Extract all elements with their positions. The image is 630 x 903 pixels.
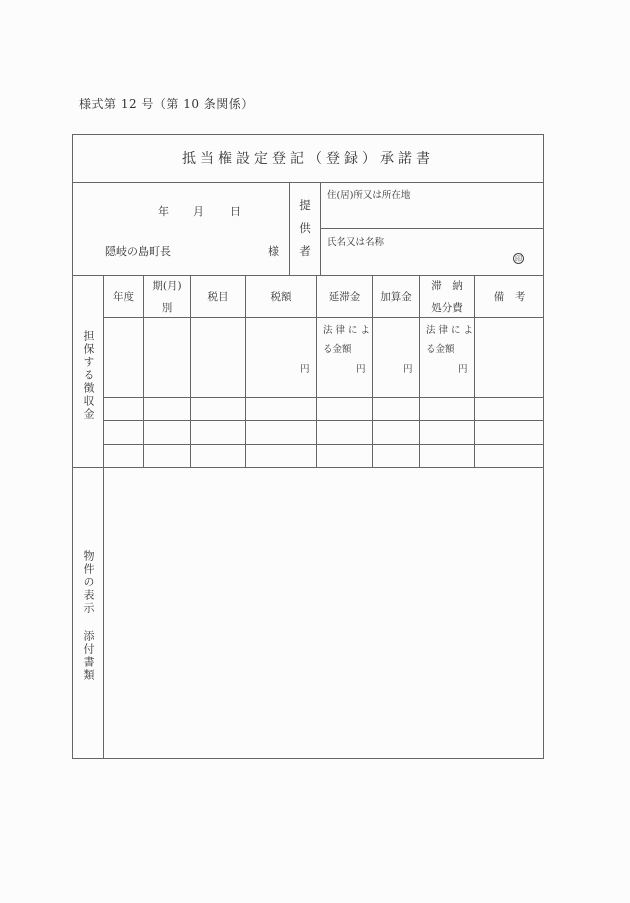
col-header-late-fee: 延滞金 <box>328 290 361 303</box>
tax-amount-yen: 円 <box>300 364 310 375</box>
col-header-additional-tax: 加算金 <box>380 290 412 303</box>
additional-tax-yen: 円 <box>403 364 413 375</box>
provider-name-field[interactable] <box>321 247 511 275</box>
property-description-field[interactable] <box>104 468 544 758</box>
seal-mark-icon: 印 <box>515 254 522 263</box>
table-row[interactable] <box>104 421 544 444</box>
col-header-fiscal-year: 年度 <box>113 290 134 303</box>
col-header-tax-amount: 税額 <box>270 290 292 303</box>
col-header-delinquency-cost: 滞 納 処分費 <box>431 279 463 314</box>
delinquency-legal-note-2: る金額 <box>426 344 455 355</box>
late-fee-yen: 円 <box>356 364 366 375</box>
date-year-label: 年 <box>158 205 169 218</box>
col-header-remarks: 備 考 <box>493 290 526 303</box>
date-day-label: 日 <box>230 205 241 218</box>
property-section-label: 物件の表示 <box>82 550 95 615</box>
date-month-label: 月 <box>193 205 204 218</box>
late-fee-legal-note-1: 法 律 に よ <box>323 325 371 336</box>
delinquency-legal-note-1: 法 律 に よ <box>426 325 474 336</box>
divider-address-name <box>320 228 544 229</box>
col-header-period: 期(月) 別 <box>152 279 182 314</box>
date-input[interactable] <box>110 196 280 220</box>
provider-address-label: 住(居)所又は所在地 <box>327 190 411 201</box>
table-row[interactable] <box>104 445 544 467</box>
addressee-name: 隠岐の島町長 <box>105 245 171 258</box>
col-header-tax-item: 税目 <box>207 290 229 303</box>
table-row[interactable] <box>104 318 544 397</box>
delinquency-yen: 円 <box>458 364 468 375</box>
provider-label <box>290 182 320 275</box>
table-row[interactable] <box>104 398 544 420</box>
addressee-honorific: 様 <box>268 245 279 258</box>
form-number: 様式第 12 号（第 10 条関係） <box>79 97 254 111</box>
provider-label-char-1: 提 <box>299 198 311 212</box>
late-fee-legal-note-2: る金額 <box>323 344 352 355</box>
provider-name-label: 氏名又は名称 <box>327 237 385 248</box>
attachments-section-label: 添付書類 <box>82 630 95 682</box>
form-title: 抵当権設定登記（登録）承諾書 <box>182 151 434 167</box>
collection-section-label: 担保する徴収金 <box>82 330 95 421</box>
provider-address-field[interactable] <box>321 200 544 228</box>
provider-label-char-2: 供 <box>299 221 311 235</box>
provider-label-char-3: 者 <box>299 244 311 258</box>
